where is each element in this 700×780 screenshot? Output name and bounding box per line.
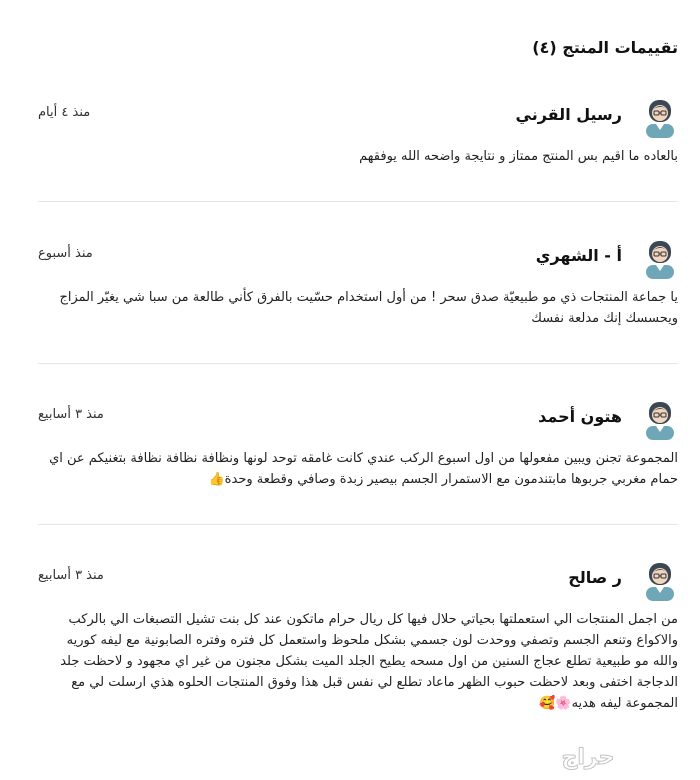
reviewer-name: هتون أحمد — [538, 407, 622, 426]
reviewer-name: ر صالح — [568, 568, 622, 587]
review-divider — [38, 363, 678, 364]
review-text: من اجمل المنتجات الي استعملتها بحياتي حلال فيها كل ريال حرام ماتكون عند كل بنت تشيل التصبغات الي بالركب والاكواع وتنعم الجسم وتصفي ووحدت لون جسمي بشكل ملحوظ واستعمل كل فتره وفتره الصابونية مع ليفه كوريه والله مو طبيعية تطلع عجاج السنين من اول مسحه يطيح الجلد الميت بشكل مجنون من غير اي مجهود و لاحظت جلد الدجاجة اختفى وبعد لاحظت حبوب الظهر ماعاد تطلع لي نفس قبل هذا وفوق المنتجات الحلوه هذي ارسلت لي مع المجموعة ليفه هديه🌸🥰 — [60, 612, 678, 711]
watermark-text: حراج — [561, 745, 615, 770]
review-text: يا جماعة المنتجات ذي مو طبيعيّة صدق سحر ! من أول استخدام حسّيت بالفرق كأني طالعة من سبا شي يغيّر المزاج ويحسسك إنك مدلعة نفسك — [59, 290, 678, 326]
user-avatar-icon — [642, 561, 678, 601]
reviews-section-title: تقييمات المنتج (٤) — [532, 38, 678, 57]
user-avatar-icon — [642, 98, 678, 138]
review-item — [38, 400, 678, 490]
review-header — [38, 239, 678, 279]
review-time: منذ ٤ أيام — [38, 105, 91, 120]
user-avatar-icon — [642, 400, 678, 440]
review-item — [38, 561, 678, 714]
review-text: بالعاده ما اقيم بس المنتج ممتاز و نتايجة واضحه الله يوفقهم — [359, 149, 678, 164]
review-item — [38, 98, 678, 167]
review-time: منذ ٣ أسابيع — [38, 407, 104, 422]
watermark-logo — [528, 742, 648, 772]
review-item — [38, 239, 678, 329]
user-avatar-icon — [642, 239, 678, 279]
reviewer-name: أ - الشهري — [535, 246, 622, 265]
review-header — [38, 400, 678, 440]
review-time: منذ أسبوع — [38, 246, 93, 261]
reviewer-name: رسيل القرني — [515, 105, 622, 124]
review-header — [38, 98, 678, 138]
review-text: المجموعة تجنن ويبين مفعولها من اول اسبوع الركب عندي كانت غامقه توحد لونها ونظافة نظافة نظافة بتغنيكم عن اي حمام مغربي جربوها مابتندمون مع الاستمرار الجسم بيصير زبدة وصافي وقطعة وحدة👍 — [49, 451, 678, 487]
review-divider — [38, 201, 678, 202]
review-header — [38, 561, 678, 601]
review-time: منذ ٣ أسابيع — [38, 568, 104, 583]
review-divider — [38, 524, 678, 525]
